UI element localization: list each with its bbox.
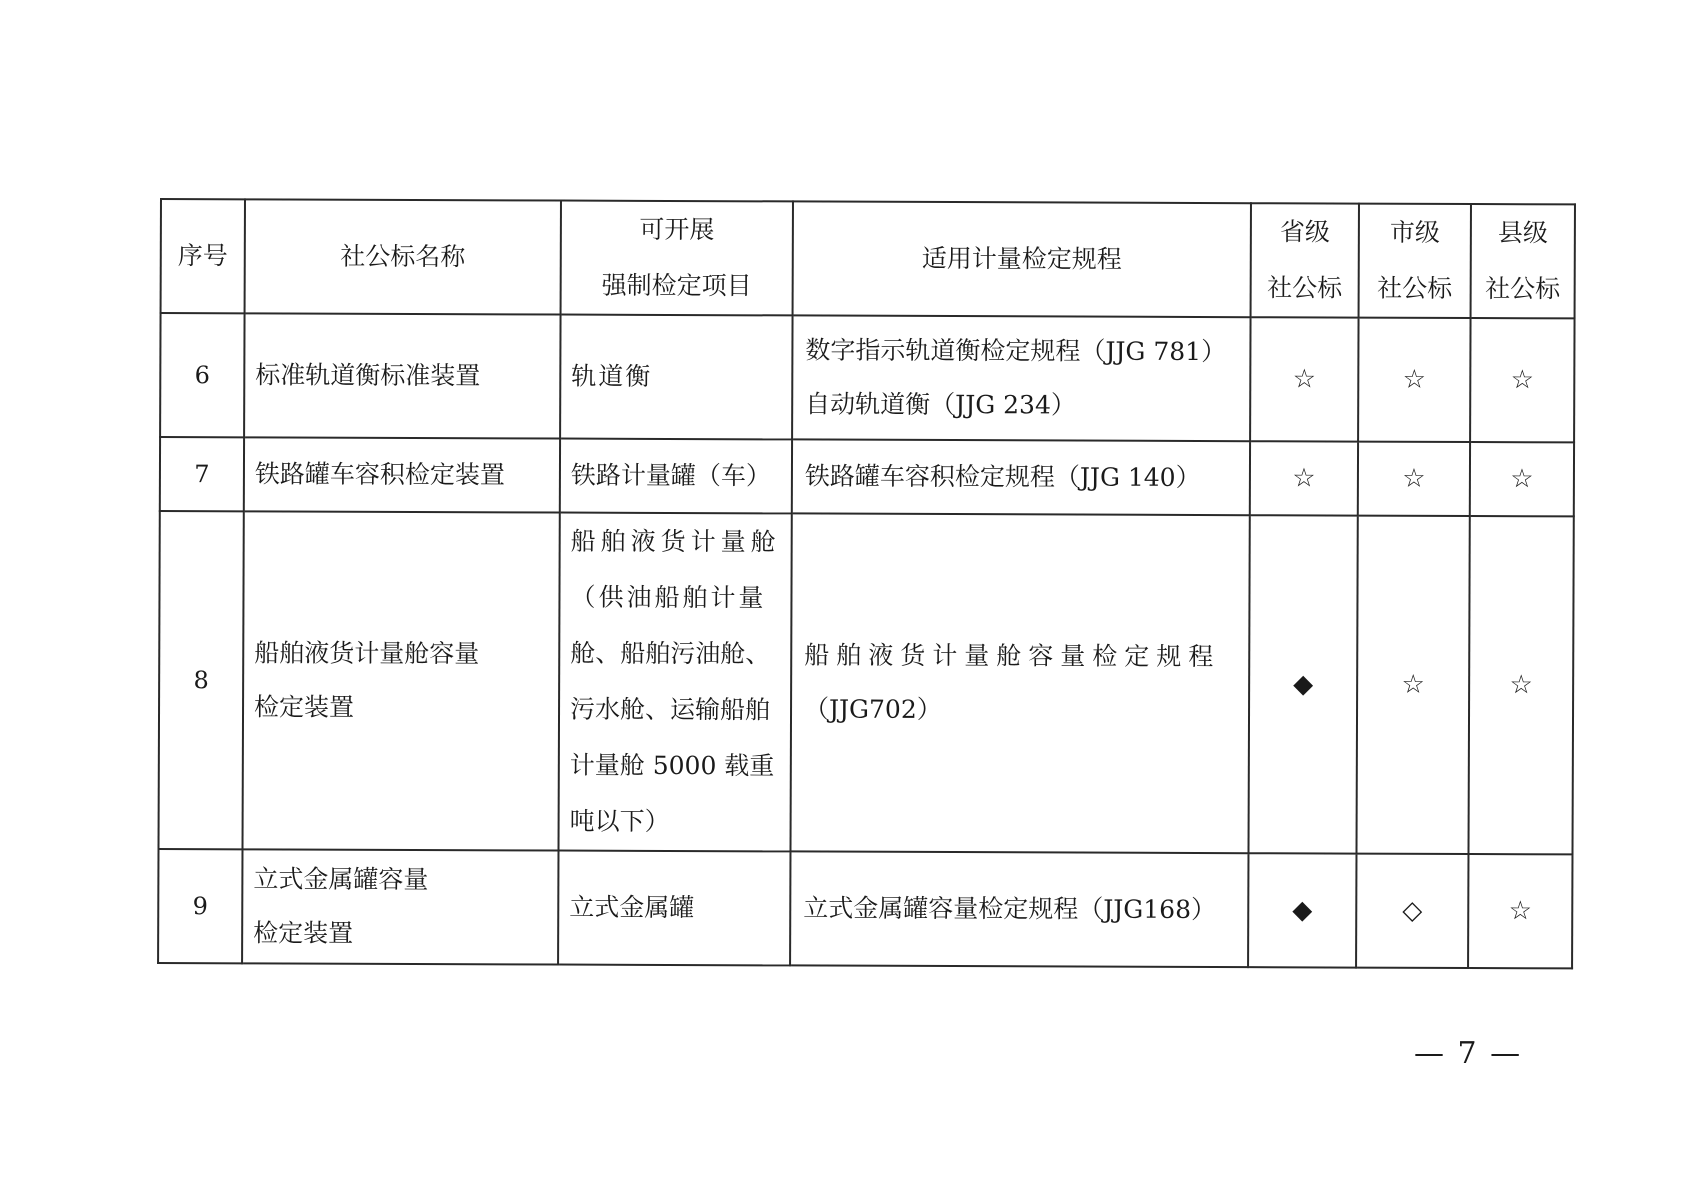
table-row xyxy=(160,313,1574,442)
row-item-line: 铁路计量罐（车） xyxy=(570,460,772,491)
header-county xyxy=(1471,204,1575,318)
row-city-mark: ☆ xyxy=(1358,318,1470,442)
header-items-line2: 强制检定项目 xyxy=(601,270,752,301)
header-city-line2: 社公标 xyxy=(1377,273,1453,303)
row-item-line: 舱、船舶污油舱、 xyxy=(570,638,771,669)
row-province-mark: ☆ xyxy=(1250,317,1358,441)
row-item xyxy=(558,851,790,966)
table-row xyxy=(160,437,1574,516)
row-name xyxy=(244,437,560,512)
row-city-mark: ☆ xyxy=(1356,516,1469,854)
row-regulation xyxy=(790,851,1248,967)
header-city-line1: 市级 xyxy=(1389,217,1440,247)
row-county-mark: ☆ xyxy=(1470,318,1574,442)
row-regulation xyxy=(790,513,1249,853)
row-regulation-line: 铁路罐车容积检定规程（JJG 140） xyxy=(804,461,1201,492)
row-name xyxy=(244,313,560,438)
row-county-mark: ☆ xyxy=(1470,442,1574,516)
row-name-line: 铁路罐车容积检定装置 xyxy=(254,459,506,490)
row-name xyxy=(242,511,559,850)
header-name-label: 社公标名称 xyxy=(340,241,466,272)
table-row xyxy=(159,511,1574,854)
row-city-mark: ◇ xyxy=(1356,854,1468,968)
row-province-mark: ◆ xyxy=(1248,515,1357,853)
row-item xyxy=(558,513,791,852)
row-item-line: 计量舱 5000 载重 xyxy=(569,750,775,781)
table-header-row xyxy=(161,199,1575,318)
header-province-line1: 省级 xyxy=(1279,217,1330,247)
row-item xyxy=(560,315,792,440)
header-city xyxy=(1359,204,1471,318)
row-regulation-line: 自动轨道衡（JJG 234） xyxy=(805,389,1076,420)
row-regulation-line: 船舶液货计量舱容量检定规程 xyxy=(804,640,1221,672)
row-regulation xyxy=(792,439,1250,515)
row-item-line: 轨道衡 xyxy=(571,361,653,391)
row-regulation-line: 数字指示轨道衡检定规程（JJG 781） xyxy=(805,335,1227,367)
row-item-line: 污水舱、运输船舶 xyxy=(569,694,771,725)
row-name-line: 立式金属罐容量 xyxy=(253,864,429,895)
row-item-line: 立式金属罐 xyxy=(569,892,695,923)
standards-table xyxy=(157,198,1576,969)
header-regulation xyxy=(793,201,1251,317)
row-seq: 6 xyxy=(160,313,244,437)
row-regulation xyxy=(792,315,1250,441)
row-item-line: （供油船舶计量 xyxy=(570,582,767,613)
row-name-line: 检定装置 xyxy=(253,692,355,722)
row-name-line: 标准轨道衡标准装置 xyxy=(255,360,481,391)
row-item xyxy=(560,439,792,514)
header-name xyxy=(245,199,561,314)
row-county-mark: ☆ xyxy=(1468,516,1573,854)
header-regulation-label: 适用计量检定规程 xyxy=(921,243,1122,274)
row-name-line: 检定装置 xyxy=(253,918,354,948)
row-seq: 8 xyxy=(159,511,244,849)
row-province-mark: ◆ xyxy=(1248,853,1356,967)
row-seq: 9 xyxy=(158,849,242,963)
header-county-line2: 社公标 xyxy=(1485,274,1561,304)
row-regulation-line: 立式金属罐容量检定规程（JJG168） xyxy=(803,893,1217,925)
row-item-line: 船舶液货计量舱 xyxy=(570,526,781,557)
header-items xyxy=(561,201,793,316)
row-seq: 7 xyxy=(160,437,244,511)
page-number: — 7 — xyxy=(1414,1036,1523,1071)
row-item-line: 吨以下） xyxy=(569,806,670,836)
header-items-line1: 可开展 xyxy=(639,214,715,245)
table-row xyxy=(158,849,1572,968)
row-city-mark: ☆ xyxy=(1358,442,1470,516)
header-province-line2: 社公标 xyxy=(1267,273,1343,303)
row-name xyxy=(242,849,558,964)
header-seq xyxy=(161,199,245,313)
row-province-mark: ☆ xyxy=(1250,441,1358,515)
header-province xyxy=(1251,203,1359,317)
row-county-mark: ☆ xyxy=(1468,854,1572,968)
row-name-line: 船舶液货计量舱容量 xyxy=(254,638,480,669)
header-seq-label: 序号 xyxy=(177,241,228,271)
header-county-line1: 县级 xyxy=(1497,218,1548,248)
row-regulation-line: （JJG702） xyxy=(803,694,942,725)
